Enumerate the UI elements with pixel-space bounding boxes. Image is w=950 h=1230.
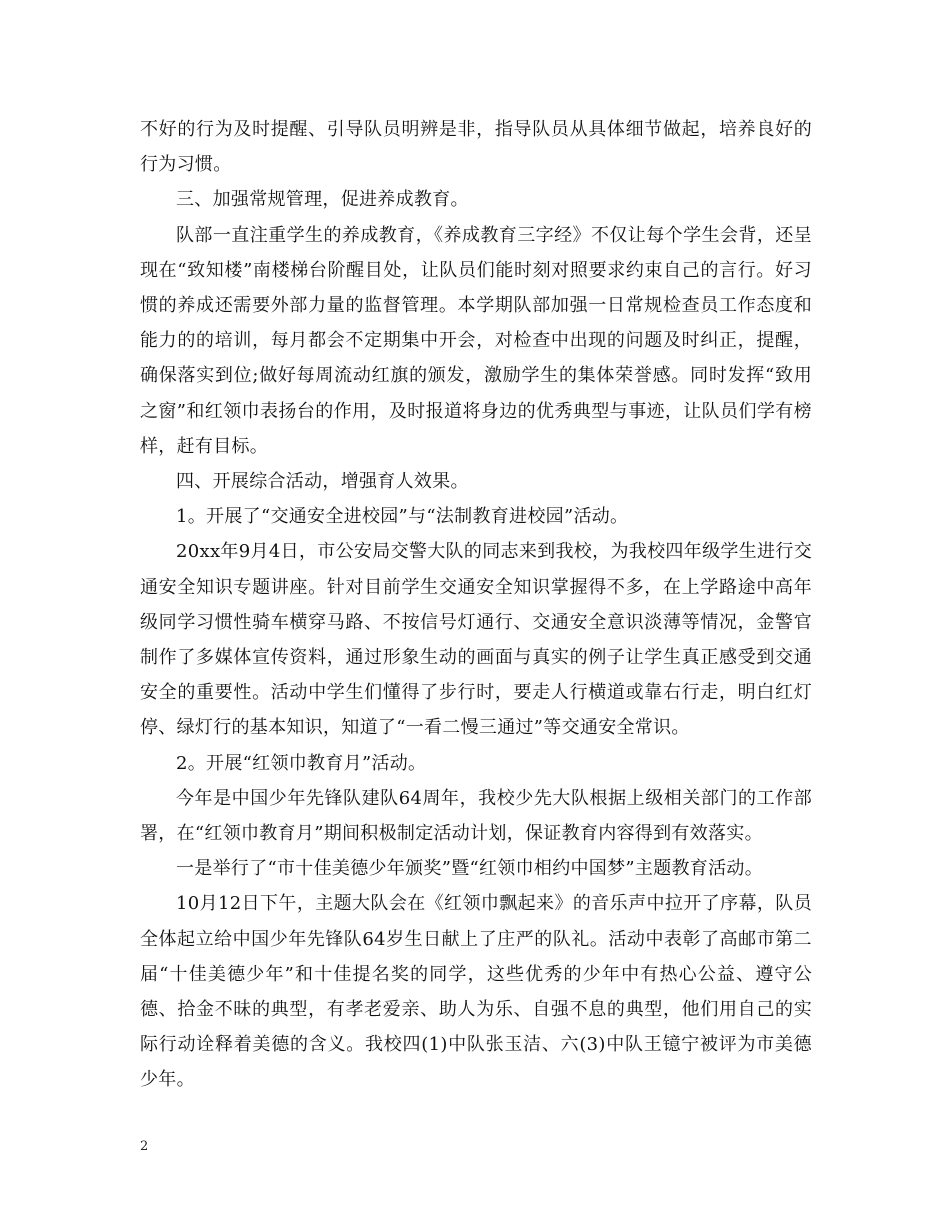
paragraph-9: 一是举行了“市十佳美德少年颁奖”暨“红领巾相约中国梦”主题教育活动。 [176,858,764,880]
paragraph-8: 今年是中国少年先锋队建队64周年，我校少先大队根据上级相关部门的工作部署，在“红领巾教育月”期间积极制定活动计划，保证教育内容得到有效落实。 [140,787,812,845]
paragraph-3: 队部一直注重学生的养成教育，《养成教育三字经》不仅让每个学生会背，还呈现在“致知楼”南楼梯台阶醒目处，让队员们能时刻对照要求约束自己的言行。好习惯的养成还需要外部力量的监督管理。本学期队部加强一日常规检查员工作态度和能力的的培训，每月都会不定期集中开会，对检查中出现的问题及时纠正，提醒，确保落实到位;做好每周流动红旗的颁发，激励学生的集体荣誉感。同时发挥“致用之窗”和红领巾表扬台的作用，及时报道将身边的优秀典型与事迹，让队员们学有榜样，赶有目标。 [140,224,812,457]
paragraph-10: 10月12日下午，主题大队会在《红领巾飘起来》的音乐声中拉开了序幕，队员全体起立给中国少年先锋队64岁生日献上了庄严的队礼。活动中表彰了高邮市第二届“十佳美德少年”和十佳提名奖的同学，这些优秀的少年中有热心公益、遵守公德、拾金不昧的典型，有孝老爱亲、助人为乐、自强不息的典型，他们用自己的实际行动诠释着美德的含义。我校四(1)中队张玉洁、六(3)中队王镱宁被评为市美德少年。 [140,893,812,1091]
document-body [140,112,812,1098]
section-heading-3: 三、加强常规管理，促进养成教育。 [176,189,469,211]
page-number: 2 [140,1139,149,1154]
section-heading-4: 四、开展综合活动，增强育人效果。 [176,471,469,493]
subheading-2: 2。开展“红领巾教育月”活动。 [176,752,427,774]
paragraph-1: 不好的行为及时提醒、引导队员明辨是非，指导队员从具体细节做起，培养良好的行为习惯。 [140,119,812,176]
paragraph-6: 20xx年9月4日，市公安局交警大队的同志来到我校，为我校四年级学生进行交通安全知识专题讲座。针对目前学生交通安全知识掌握得不多，在上学路途中高年级同学习惯性骑车横穿马路、不按信号灯通行、交通安全意识淡薄等情况，金警官制作了多媒体宣传资料，通过形象生动的画面与真实的例子让学生真正感受到交通安全的重要性。活动中学生们懂得了步行时，要走人行横道或靠右行走，明白红灯停、绿灯行的基本知识，知道了“一看二慢三通过”等交通安全常识。 [140,541,812,739]
subheading-1: 1。开展了“交通安全进校园”与“法制教育进校园”活动。 [176,506,629,528]
